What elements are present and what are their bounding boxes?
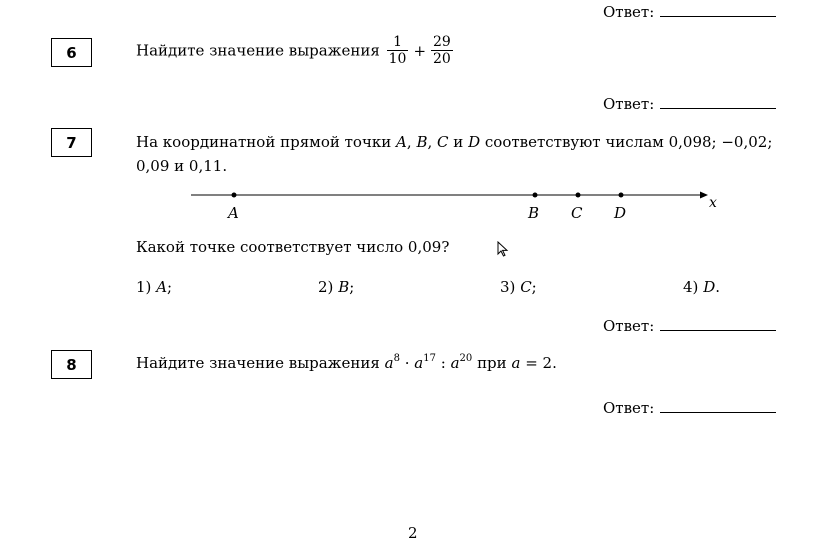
- answer-label: Ответ:: [603, 95, 655, 113]
- point-b-dot: [533, 193, 538, 198]
- exponent: 8: [393, 353, 400, 364]
- axis-label-x: x: [709, 195, 717, 211]
- task7-question: Какой точке соответствует число 0,09?: [136, 238, 450, 256]
- exponent: 20: [459, 353, 473, 364]
- fraction-numerator: 1: [387, 34, 409, 51]
- axis-arrow: [700, 192, 708, 199]
- option-letter: A: [156, 278, 168, 296]
- task-number-label: 7: [66, 133, 77, 152]
- point-name: D: [468, 133, 481, 151]
- option-3[interactable]: [500, 278, 537, 296]
- answer-line: [603, 317, 776, 335]
- task-number-label: 8: [66, 355, 77, 374]
- exponent: 17: [423, 353, 436, 364]
- task7-line2: 0,09 и 0,11.: [136, 157, 228, 175]
- task6-text: Найдите значение выражения: [136, 41, 380, 60]
- option-punct: ;: [167, 278, 173, 296]
- option-punct: .: [715, 278, 720, 296]
- page-number: 2: [408, 524, 418, 542]
- option-punct: ;: [531, 278, 537, 296]
- point-label-d: D: [614, 204, 627, 222]
- point-name: C: [437, 133, 449, 151]
- task-number-8: [51, 350, 92, 379]
- plus-sign: +: [413, 41, 427, 60]
- variable-a: a: [450, 354, 460, 372]
- answer-label: Ответ:: [603, 317, 655, 335]
- option-number: 1): [136, 278, 152, 296]
- point-label-b: B: [528, 204, 540, 222]
- task8-equals: = 2.: [525, 354, 557, 372]
- answer-blank[interactable]: [660, 318, 776, 331]
- task7-text: На координатной прямой точки: [136, 133, 392, 151]
- option-letter: D: [703, 278, 716, 296]
- option-number: 3): [500, 278, 516, 296]
- task7-text: соответствуют числам 0,098; −0,02;: [484, 133, 773, 151]
- option-number: 4): [683, 278, 699, 296]
- task8-at: при: [477, 354, 507, 372]
- comma: ,: [406, 133, 412, 151]
- task8-statement: [136, 354, 557, 372]
- point-label-c: C: [571, 204, 583, 222]
- point-a-dot: [232, 193, 237, 198]
- conjunction: и: [453, 133, 464, 151]
- point-name: A: [396, 133, 407, 151]
- option-number: 2): [318, 278, 334, 296]
- option-1[interactable]: [136, 278, 172, 296]
- multiply-sign: ·: [404, 354, 410, 372]
- point-name: B: [416, 133, 428, 151]
- variable-a: a: [384, 354, 394, 372]
- option-letter: B: [338, 278, 350, 296]
- task8-text: Найдите значение выражения: [136, 354, 380, 372]
- mouse-pointer-icon: [497, 241, 509, 261]
- answer-label: Ответ:: [603, 3, 655, 21]
- fraction-denominator: 10: [388, 51, 407, 67]
- point-d-dot: [619, 193, 624, 198]
- option-punct: ;: [349, 278, 355, 296]
- fraction-numerator: 29: [433, 34, 451, 50]
- variable-a: a: [414, 354, 424, 372]
- answer-blank[interactable]: [660, 400, 776, 413]
- answer-label: Ответ:: [603, 399, 655, 417]
- point-c-dot: [576, 193, 581, 198]
- option-4[interactable]: [683, 278, 720, 296]
- variable-a: a: [511, 354, 521, 372]
- option-2[interactable]: [318, 278, 354, 296]
- divide-sign: :: [440, 354, 446, 372]
- point-label-a: A: [228, 204, 239, 222]
- answer-line: [603, 399, 776, 417]
- fraction-denominator: 20: [433, 51, 451, 67]
- comma: ,: [427, 133, 433, 151]
- option-letter: C: [520, 278, 532, 296]
- task-number-label: 6: [66, 43, 77, 62]
